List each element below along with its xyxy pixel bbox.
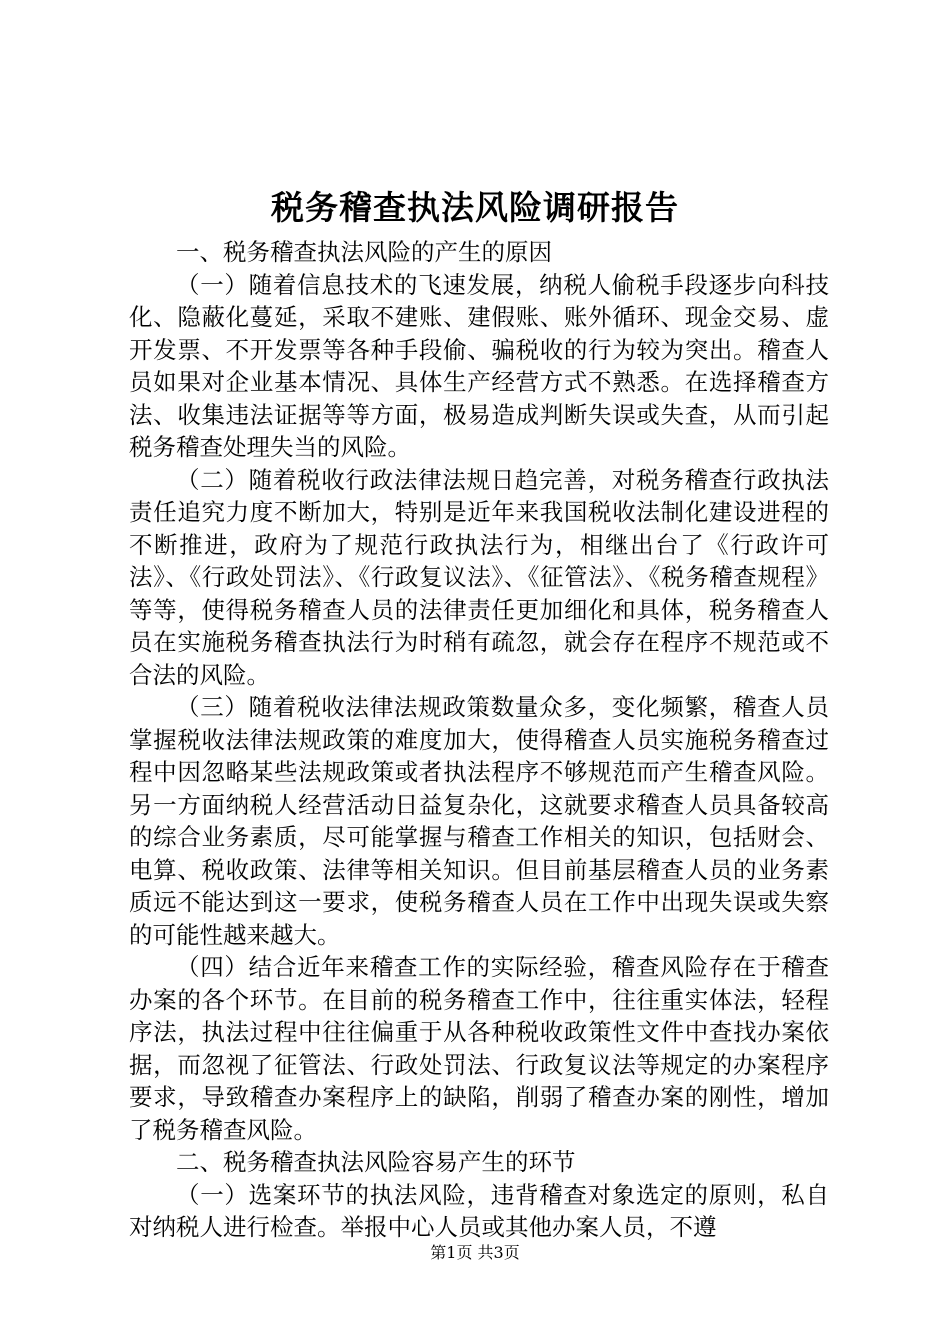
paragraph-1-4: （四）结合近年来稽查工作的实际经验，稽查风险存在于稽查办案的各个环节。在目前的税务稽查工作中，往往重实体法，轻程序法，执法过程中往往偏重于从各种税收政策性文件中查找办案依据，而忽视了征管法、行政处罚法、行政复议法等规定的办案程序要求，导致稽查办案程序上的缺陷，削弱了稽查办案的刚性，增加了税务稽查风险。 <box>129 953 829 1144</box>
paragraph-2-1: （一）选案环节的执法风险，违背稽查对象选定的原则，私自对纳税人进行检查。举报中心人员或其他办案人员，不遵 <box>129 1180 829 1241</box>
section-heading-1: 一、税务稽查执法风险的产生的原因 <box>176 238 552 266</box>
paragraph-1-2: （二）随着税收行政法律法规日趋完善，对税务稽查行政执法责任追究力度不断加大，特别是近年来我国税收法制化建设进程的不断推进，政府为了规范行政执法行为，相继出台了《行政许可法》、《行政处罚法》、《行政复议法》、《征管法》、《税务稽查规程》等等，使得税务稽查人员的法律责任更加细化和具体，税务稽查人员在实施税务稽查执法行为时稍有疏忽，就会存在程序不规范或不合法的风险。 <box>129 465 829 689</box>
section-heading-2: 二、税务稽查执法风险容易产生的环节 <box>176 1148 576 1176</box>
document-body <box>129 236 829 1244</box>
document-title: 税务稽查执法风险调研报告 <box>271 188 679 227</box>
paragraph-1-3: （三）随着税收法律法规政策数量众多，变化频繁，稽查人员掌握税收法律法规政策的难度加大，使得稽查人员实施税务稽查过程中因忽略某些法规政策或者执法程序不够规范而产生稽查风险。另一方面纳税人经营活动日益复杂化，这就要求稽查人员具备较高的综合业务素质，尽可能掌握与稽查工作相关的知识，包括财会、电算、税收政策、法律等相关知识。但目前基层稽查人员的业务素质远不能达到这一要求，使税务稽查人员在工作中出现失误或失察的可能性越来越大。 <box>129 693 829 949</box>
paragraph-1-1: （一）随着信息技术的飞速发展，纳税人偷税手段逐步向科技化、隐蔽化蔓延，采取不建账、建假账、账外循环、现金交易、虚开发票、不开发票等各种手段偷、骗税收的行为较为突出。稽查人员如果对企业基本情况、具体生产经营方式不熟悉。在选择稽查方法、收集违法证据等等方面，极易造成判断失误或失查，从而引起税务稽查处理失当的风险。 <box>129 270 829 461</box>
page-number-footer: 第1页 共3页 <box>430 1243 520 1262</box>
